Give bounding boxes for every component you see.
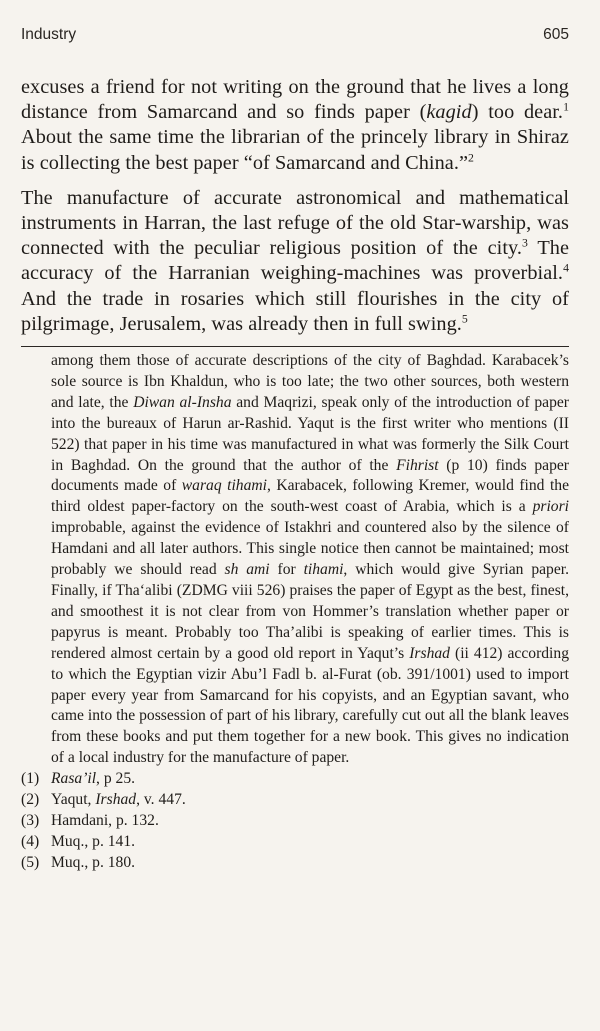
footnote-item: [21, 811, 569, 832]
footnote-text: Rasa’il, p 25.: [51, 770, 136, 788]
footnote-ref-5: 5: [461, 312, 468, 326]
footnote-number: (4): [21, 832, 40, 850]
footnote-text: Hamdani, p. 132.: [51, 811, 159, 829]
term-kagid: kagid: [426, 101, 472, 124]
footnote-number: (3): [21, 811, 40, 829]
footnote-item: [21, 790, 569, 811]
footnote-number: (2): [21, 791, 40, 809]
footnote-ref-4: 4: [563, 262, 569, 276]
footnotes-area: [21, 351, 569, 874]
footnote-item: [21, 769, 569, 790]
footnote-item: [21, 853, 569, 874]
footnote-text: Muq., p. 141.: [51, 832, 136, 850]
page-number: 605: [543, 26, 569, 43]
footnote-number: (1): [21, 770, 40, 788]
footnote-item: [21, 832, 569, 853]
footnote-text: Yaqut, Irshad, v. 447.: [51, 791, 186, 809]
footnote-text: Muq., p. 180.: [51, 853, 136, 871]
footnote-number: (5): [21, 853, 40, 871]
footnote-ref-1: 1: [563, 100, 569, 114]
paragraph-2: The manufacture of accurate astronomical and mathematical instruments in Harran, the last refuge of the old Star-warship, was connected with the peculiar religious position of the city.$^3$ The accuracy of the Harranian weighing-machines was proverbial.$^4$ And the trade in rosaries which still flourishes in the city of pilgrimage, Jerusalem, was already then in full swing.$^5$: [21, 186, 570, 335]
main-text: [21, 75, 569, 337]
footnote-list: [21, 769, 569, 874]
footnote-ref-2: 2: [468, 151, 474, 165]
footnote-continuation: among them those of accurate descriptions of the city of Baghdad. Karabacek’s sole source is Ibn Khaldun, who is too late; the two other sources, both western and late, the Diwan al-Insha and Maqrizi, speak only of the introduction of paper into the bureaux of Harun ar-Rashid. Yaqut is the first writer who mentions (II 522) that paper in his time was manufactured in what was formerly the Silk Court in Baghdad. On the ground that the author of the Fihrist (p 10) finds paper documents made of waraq tihami, Karabacek, following Kremer, would find the third oldest paper-factory on the south-west coast of Arabia, which is a priori improbable, against the evidence of Istakhri and countered also by the silence of Hamdani and all later authors. This single notice then cannot be maintained; most probably we should read sh ami for tihami, which would give Syrian paper. Finally, if Tha‘alibi (ZDMG viii 526) praises the paper of Egypt as the best, finest, and smoothest it is not clear from von Hommer’s translation whether paper or papyrus is meant. Probably too Tha’alibi is speaking of earlier times. This is rendered almost certain by a good old report in Yaqut’s Irshad (ii 412) according to which the Egyptian vizir Abu’l Fadl b. al-Furat (ob. 391/1001) used to import paper every year from Samarcand for his copyists, and an Egyptian savant, who came into the possession of part of his library, carefully cut out all the blank leaves from these books and put them together for a new book. This gives no indication of a local industry for the manufacture of paper.: [51, 352, 570, 767]
paragraph-1: excuses a friend for not writing on the ground that he lives a long distance from Samarcand and so finds paper (kagid) too dear.$^1$ About the same time the librarian of the princely library in Shiraz is collecting the best paper “of Samarcand and China.”$^2$: [21, 76, 569, 174]
running-head: [21, 0, 569, 44]
footnote-ref-3: 3: [522, 236, 528, 250]
footnote-rule: [21, 346, 569, 347]
section-title: Industry: [21, 26, 77, 43]
